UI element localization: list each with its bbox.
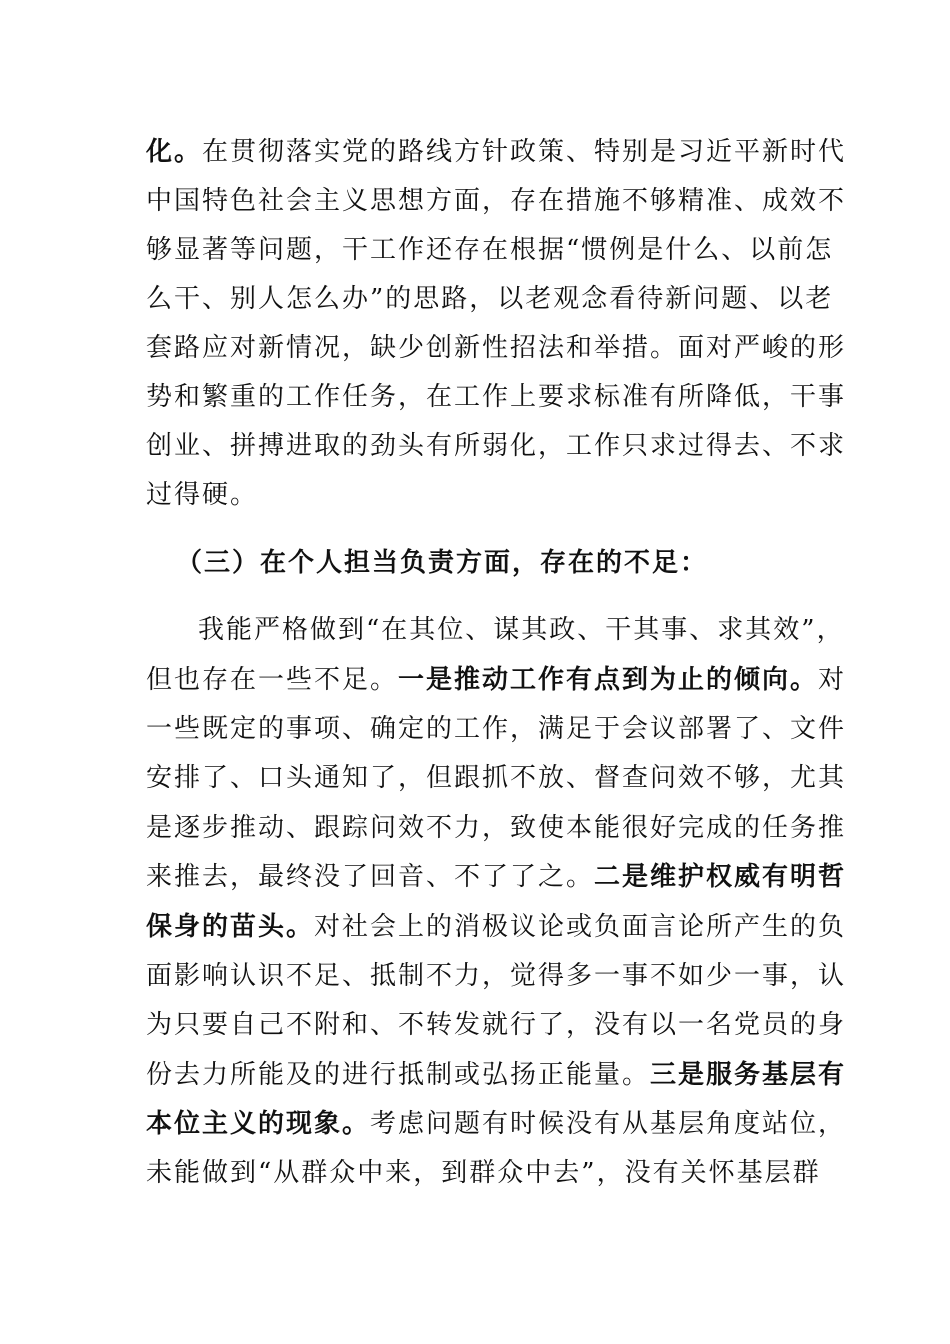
paragraph-2-line-3: 一些既定的事项、确定的工作，满足于会议部署了、文件 xyxy=(146,714,847,744)
body-text: 但也存在一些不足。 xyxy=(146,665,399,695)
body-text: 对社会上的消极议论或负面言论所产生的负 xyxy=(314,912,847,942)
paragraph-1-line-3: 够显著等问题，干工作还存在根据“惯例是什么、以前怎 xyxy=(146,235,834,265)
paragraph-2-line-11 xyxy=(146,1101,846,1147)
bold-text: 二是维护权威有明哲 xyxy=(594,862,847,892)
paragraph-1-line-2: 中国特色社会主义思想方面，存在措施不够精准、成效不 xyxy=(146,186,847,216)
paragraph-2-line-2 xyxy=(146,657,846,703)
paragraph-2-line-5: 是逐步推动、跟踪问效不力，致使本能很好完成的任务推 xyxy=(146,813,847,843)
bold-text: 一是推动工作有点到为止的倾向。 xyxy=(398,665,819,695)
bold-text: 三是服务基层有 xyxy=(650,1060,847,1090)
paragraph-1-line-5: 套路应对新情况，缺少创新性招法和举措。面对严峻的形 xyxy=(146,333,847,363)
body-text: 考虑问题有时候没有从基层角度站位， xyxy=(370,1109,847,1139)
paragraph-2-line-6 xyxy=(146,854,846,900)
paragraph-2-line-12: 未能做到“从群众中来，到群众中去”，没有关怀基层群 xyxy=(146,1158,821,1188)
body-text: 份去力所能及的进行抵制或弘扬正能量。 xyxy=(146,1060,651,1090)
paragraph-1-line-4: 么干、别人怎么办”的思路，以老观念看待新问题、以老 xyxy=(146,284,834,314)
paragraph-2-line-7 xyxy=(146,904,846,950)
paragraph-1-line-6: 势和繁重的工作任务，在工作上要求标准有所降低，干事 xyxy=(146,382,847,412)
paragraph-2-line-4: 安排了、口头通知了，但跟抓不放、督查问效不够，尤其 xyxy=(146,763,847,793)
bold-text: 本位主义的现象。 xyxy=(146,1109,371,1139)
body-text: 对 xyxy=(818,665,847,695)
body-text: 来推去，最终没了回音、不了了之。 xyxy=(146,862,595,892)
paragraph-1-line-1 xyxy=(146,129,846,175)
paragraph-2-line-1: 我能严格做到“在其位、谋其政、干其事、求其效”， xyxy=(198,615,845,645)
bold-text: 化。 xyxy=(146,137,203,167)
bold-text: 保身的苗头。 xyxy=(146,912,315,942)
paragraph-2-line-8: 面影响认识不足、抵制不力，觉得多一事不如少一事，认 xyxy=(146,961,847,991)
paragraph-2-line-9: 为只要自己不附和、不转发就行了，没有以一名党员的身 xyxy=(146,1010,847,1040)
paragraph-1-line-7: 创业、拼搏进取的劲头有所弱化，工作只求过得去、不求 xyxy=(146,431,847,461)
section-heading-3: （三）在个人担当负责方面，存在的不足： xyxy=(176,548,709,578)
paragraph-1-line-8: 过得硬。 xyxy=(146,480,259,510)
body-text: 在贯彻落实党的路线方针政策、特别是习近平新时代 xyxy=(202,137,847,167)
paragraph-2-line-10 xyxy=(146,1052,846,1098)
